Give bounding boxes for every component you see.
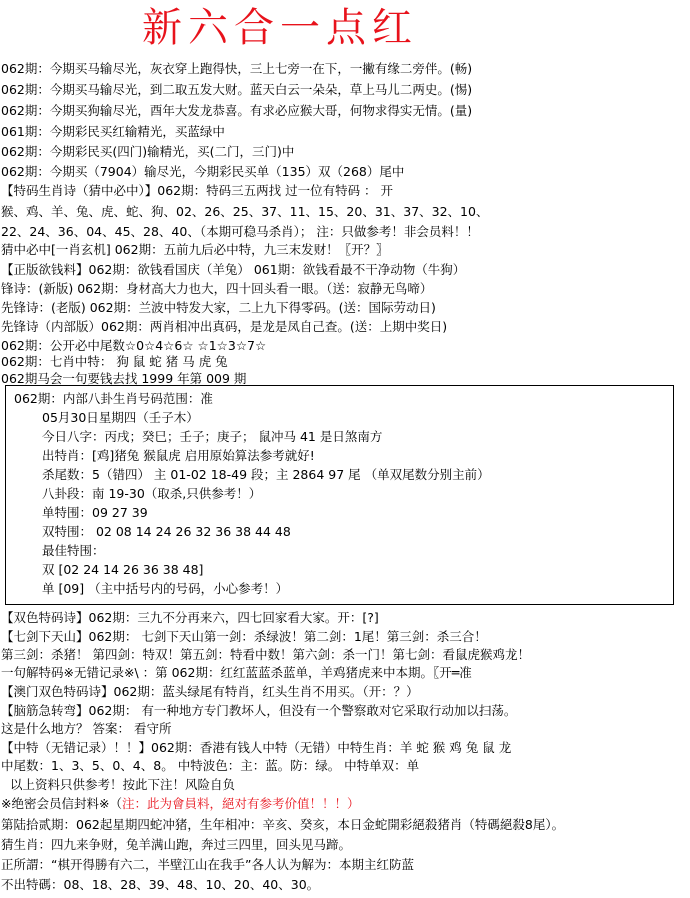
text-line: 第三剑：杀猪！ 第四剑：特双！第五剑：特看中数！第六剑：杀一门！第七剑：看鼠虎猴鸡龙！ bbox=[1, 647, 530, 662]
text-line: 猜中必中[一肖玄机] 062期：五前九后必中特，九三末发财！〖开？〗 bbox=[1, 242, 389, 257]
text-line: 猴、鸡、羊、兔、虎、蛇、狗、02、26、25、37、11、15、20、31、37、32、10、 bbox=[1, 204, 489, 219]
text-line: 先锋诗（内部版）062期：两肖相冲出真码，是龙是凤自己查。(送：上期中奖日) bbox=[1, 319, 448, 334]
text-line: 062期：七肖中特： 狗 鼠 蛇 猪 马 虎 兔 bbox=[1, 354, 228, 369]
text-line: 【脑筋急转弯】062期： 有一种地方专门教坏人，但没有一个警察敢对它采取行动加以扫荡。 bbox=[1, 703, 517, 718]
page-title: 新六合一点红 bbox=[142, 5, 418, 51]
text-line: 不出特碼：08、18、28、39、48、10、20、40、30。 bbox=[1, 877, 320, 892]
box-line: 今日八字：丙戌；癸巳；壬子；庚子； 鼠冲马 41 是日煞南方 bbox=[42, 429, 383, 444]
text-line: 中尾数：1、3、5、0、4、8。 中特波色：主：蓝。防：绿。 中特单双：单 bbox=[1, 758, 420, 773]
text-line: 22、24、36、04、45、28、40、（本期可稳马杀肖）； 注：只做参考！非会员料！！ bbox=[1, 224, 479, 239]
text-line: 【七剑下天山】062期： 七剑下天山第一剑：杀绿波！第二剑：1尾！第三剑：杀三合！ bbox=[1, 629, 487, 644]
member-note: 注：此为會員料，絕对有参考价值！！！） bbox=[121, 796, 360, 811]
box-line: 双 [02 24 14 26 36 38 48] bbox=[42, 562, 204, 577]
text-line: 062期：今期买马输尽光，到二取五发大财。蓝天白云一朵朵，草上马儿二两史。(惕) bbox=[1, 82, 473, 97]
text-line: 锋诗：(新版) 062期：身材高大力也大，四十回头看一眼。（送：寂静无鸟啼） bbox=[1, 281, 433, 296]
text-line: 【中特（无错记录）！！】062期：香港有钱人中特（无错）中特生肖：羊 蛇 猴 鸡 兔 鼠 龙 bbox=[1, 740, 512, 755]
text-line: 【正版欲钱料】062期：欲钱看国庆（羊兔） 061期：欲钱看最不干净动物（牛狗） bbox=[1, 262, 466, 277]
text-line: 062期：公开必中尾数☆0☆4☆6☆ ☆1☆3☆7☆ bbox=[1, 338, 267, 353]
text-line: 062期马会一句要钱去找 1999 年第 009 期 bbox=[1, 371, 247, 386]
text-line: 【澳门双色特码诗】062期：蓝头绿尾有特肖，红头生肖不用买。（开：？） bbox=[1, 684, 419, 699]
box-line: 最佳特围： bbox=[42, 543, 105, 558]
member-envelope-label: ※绝密会员信封料※（ bbox=[1, 796, 122, 811]
text-line: 062期：今期彩民买(四门)输精光，买(二门，三门)中 bbox=[1, 144, 295, 159]
box-line: 062期：内部八卦生肖号码范围：准 bbox=[14, 391, 213, 406]
text-line: 一句解特码※无错记录※\ ：第 062期：红红蓝蓝杀蓝单，羊鸡猪虎来中本期。〖开═准 bbox=[1, 665, 472, 680]
text-line: 猜生肖：四九来争财，兔羊满山跑，奔过三四里，回头见马蹄。 bbox=[1, 837, 352, 852]
text-line: 以上资料只供参考！按此下注！风险自负 bbox=[10, 777, 236, 792]
box-line: 05月30日星期四（壬子木） bbox=[42, 410, 199, 425]
text-line: 第陆拾贰期：062起星期四蛇冲猪，生年相冲：辛亥、癸亥，本日金蛇開彩絕殺猪肖（特碼絕殺8尾）。 bbox=[1, 817, 565, 832]
text-line: 062期：今期买马输尽光，灰衣穿上跑得快，三上七旁一在下，一撇有缘二旁伴。(畅) bbox=[1, 61, 473, 76]
box-line: 八卦段：南 19-30（取杀,只供参考！） bbox=[42, 486, 262, 501]
text-line: 061期：今期彩民买红输精光，买蓝绿中 bbox=[1, 124, 225, 139]
text-line: 先锋诗：(老版) 062期：兰波中特发大家，二上九下得零码。(送：国际劳动日) bbox=[1, 300, 436, 315]
text-line: 【特码生肖诗（猜中必中）】062期：特码三五两找 过一位有特码 ： 开 bbox=[1, 183, 394, 198]
text-line bbox=[1, 794, 359, 813]
bagua-info-box bbox=[5, 385, 674, 605]
box-line: 双特围： 02 08 14 24 26 32 36 38 44 48 bbox=[42, 524, 291, 539]
box-line: 出特肖：[鸡]猪兔 猴鼠虎 启用原始算法参考就好! bbox=[42, 448, 315, 463]
box-line: 单特围：09 27 39 bbox=[42, 505, 148, 520]
text-line: 062期：今期买狗输尽光，酉年大发龙恭喜。有求必应猴大哥，何物求得实无情。(量) bbox=[1, 103, 473, 118]
box-line: 杀尾数：5（错四） 主 01-02 18-49 段；主 2864 97 尾 （单双尾数分别主前） bbox=[42, 467, 490, 482]
text-line: 正所謂：“棋开得勝有六二，半壁江山在我手”各人认为解为：本期主红防蓝 bbox=[1, 857, 414, 872]
box-line: 单 [09] （主中括号内的号码，小心参考！） bbox=[42, 581, 289, 596]
text-line: 062期：今期买（7904）输尽光，今期彩民买单（135）双（268）尾中 bbox=[1, 164, 405, 179]
text-line: 【双色特码诗】062期：三九不分再来六，四七回家看大家。开：[?] bbox=[1, 610, 379, 625]
text-line: 这是什么地方？ 答案： 看守所 bbox=[1, 721, 172, 736]
